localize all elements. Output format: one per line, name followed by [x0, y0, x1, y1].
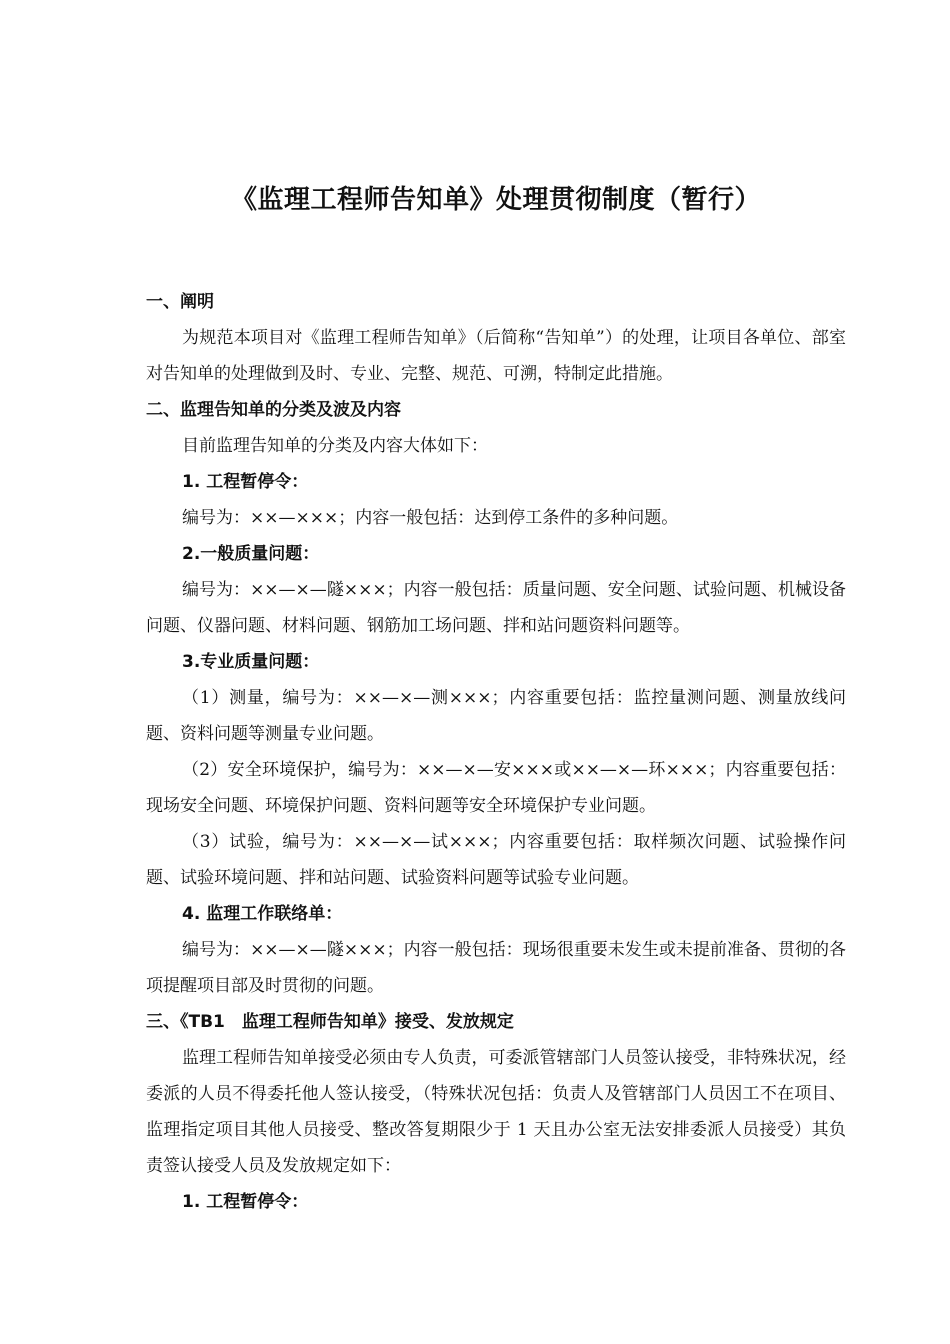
subsection-heading: 2.一般质量问题：	[182, 544, 320, 564]
paragraph: 目前监理告知单的分类及内容大体如下：	[182, 436, 488, 456]
section-heading: 一、阐明	[146, 292, 214, 312]
document-title: 《监理工程师告知单》处理贯彻制度（暂行）	[230, 185, 761, 215]
paragraph: 为规范本项目对《监理工程师告知单》（后简称“告知单”）的处理，让项目各单位、部室对告知单的处理做到及时、专业、完整、规范、可溯，特制定此措施。	[146, 328, 846, 384]
subsection-heading: 1. 工程暂停令：	[182, 472, 309, 492]
paragraph: 编号为：××—×—隧×××；内容一般包括：现场很重要未发生或未提前准备、贯彻的各项提醒项目部及时贯彻的问题。	[146, 940, 846, 996]
paragraph: （1）测量，编号为：××—×—测×××；内容重要包括：监控量测问题、测量放线问题、资料问题等测量专业问题。	[146, 688, 846, 744]
subsection-heading: 1. 工程暂停令：	[182, 1192, 309, 1212]
subsection-heading: 3.专业质量问题：	[182, 652, 320, 672]
section-heading: 三、《TB1 监理工程师告知单》接受、发放规定	[146, 1012, 514, 1032]
paragraph: （2）安全环境保护，编号为：××—×—安×××或××—×—环×××；内容重要包括：现场安全问题、环境保护问题、资料问题等安全环境保护专业问题。	[146, 760, 846, 816]
paragraph: 编号为：××—×××；内容一般包括：达到停工条件的多种问题。	[182, 508, 679, 528]
paragraph: 编号为：××—×—隧×××；内容一般包括：质量问题、安全问题、试验问题、机械设备问题、仪器问题、材料问题、钢筋加工场问题、拌和站问题资料问题等。	[146, 580, 846, 636]
subsection-heading: 4. 监理工作联络单：	[182, 904, 343, 924]
paragraph: （3）试验，编号为：××—×—试×××；内容重要包括：取样频次问题、试验操作问题、试验环境问题、拌和站问题、试验资料问题等试验专业问题。	[146, 832, 846, 888]
section-heading: 二、监理告知单的分类及波及内容	[146, 400, 401, 420]
paragraph: 监理工程师告知单接受必须由专人负责，可委派管辖部门人员签认接受，非特殊状况，经委派的人员不得委托他人签认接受，（特殊状况包括：负责人及管辖部门人员因工不在项目、监理指定项目其他人员接受、整改答复期限少于 1 天且办公室无法安排委派人员接受）其负责签认接受人员及发放规定如下：	[146, 1048, 846, 1176]
